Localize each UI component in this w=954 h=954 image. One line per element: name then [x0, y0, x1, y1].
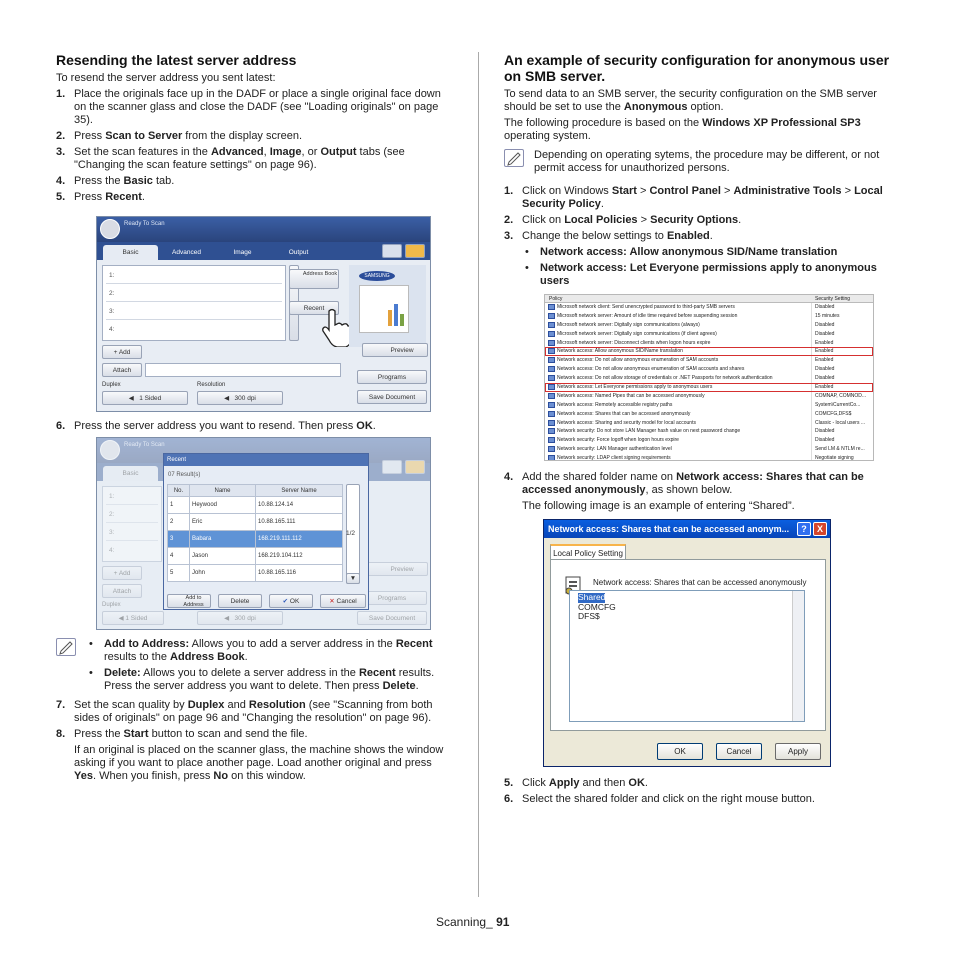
- duplex-label: Duplex: [102, 382, 121, 388]
- text: .: [372, 420, 376, 432]
- step-4-detail: The following image is an example of entering “Shared”.: [522, 500, 795, 512]
- bold-text: Recent: [395, 638, 433, 650]
- apply-button[interactable]: Apply: [775, 743, 821, 760]
- bold-text: Control Panel: [649, 185, 721, 197]
- policy-row[interactable]: [545, 392, 873, 401]
- bold-text: Local Security Policy: [522, 185, 883, 210]
- resolution-selector[interactable]: ◀ 300 dpi: [197, 391, 283, 405]
- policy-name: Microsoft network server: Amount of idle time required before suspending session: [557, 312, 738, 319]
- policy-setting: Disabled: [815, 304, 835, 310]
- scan-screen-recent: [96, 437, 431, 630]
- xp-properties-dialog: [543, 519, 831, 767]
- hand-pointer-icon: [319, 307, 353, 347]
- policy-icon: [548, 402, 555, 408]
- text: button to scan and send the file.: [148, 728, 308, 740]
- policy-row[interactable]: [545, 419, 873, 428]
- note-icon: [504, 149, 524, 167]
- bold-text: Windows XP Professional SP3: [702, 117, 861, 129]
- policy-icon: [548, 340, 555, 346]
- bullet-item: [522, 246, 898, 259]
- text: .: [709, 230, 713, 242]
- policy-name: Network access: Do not allow anonymous enumeration of SAM accounts and shares: [557, 366, 745, 373]
- text: operating system.: [504, 130, 591, 142]
- bold-text: Enabled: [666, 230, 710, 242]
- text: .: [244, 651, 248, 663]
- policy-name: Network access: Allow anonymous SID/Name translation: [557, 348, 683, 355]
- text: >: [637, 214, 651, 226]
- left-column: [56, 52, 452, 786]
- policy-icon: [548, 366, 555, 372]
- text: and: [224, 699, 249, 711]
- policy-name: Network access: Sharing and security model for local accounts: [557, 419, 696, 426]
- resolution-label: Resolution: [197, 382, 226, 388]
- policy-setting: Disabled: [815, 437, 835, 444]
- step-3: 3. Set the scan features in the Advanced, Image, or Output tabs (see "Changing the scan feature settings" on page 96).: [56, 146, 405, 171]
- policy-setting: Enabled: [815, 339, 834, 346]
- policy-name: Network access: Let Everyone permissions apply to anonymous users: [557, 384, 713, 391]
- bold-text: Apply: [548, 777, 580, 789]
- policy-setting: Negotiate signing: [815, 455, 854, 461]
- policy-setting: 15 minutes: [815, 312, 840, 319]
- policy-icon: [548, 393, 555, 399]
- step-3: 3. Change the below settings to Enabled.: [504, 230, 713, 242]
- settings-icon[interactable]: [382, 244, 402, 258]
- shares-textbox[interactable]: [569, 590, 805, 722]
- policy-icon: [548, 331, 555, 337]
- column-header: Server Name: [256, 485, 343, 497]
- table-cell: 10.88.165.111: [256, 514, 343, 531]
- policy-row[interactable]: [545, 356, 873, 365]
- bold-text: Address Book: [170, 651, 245, 663]
- step-4: 4. Press the Basic tab.: [56, 175, 175, 187]
- policy-icon: [548, 455, 555, 461]
- step-8-detail: [56, 744, 452, 783]
- dialog-title: Recent: [164, 454, 368, 466]
- bold-text: Delete: [382, 680, 416, 692]
- dialog-title: Network access: Shares that can be accessed anonym...: [544, 520, 830, 538]
- text: Press the: [74, 728, 124, 740]
- policy-icon: [548, 357, 555, 363]
- note-box: [56, 638, 452, 693]
- bold-text: Image: [269, 146, 302, 158]
- step-1: 1. Place the originals face up in the DADF or place a single original face down on the scanner glass and close the DADF (see "Loading originals" on page 35).: [56, 88, 441, 126]
- text: (see "Scanning from both sides of originals" on page 96 and "Changing the resolution" on page 96).: [74, 699, 433, 724]
- text: . When you finish, press: [92, 770, 214, 782]
- bold-text: Resolution: [248, 699, 306, 711]
- bullet-item: [86, 667, 452, 693]
- bullet-item: [86, 638, 452, 664]
- step-2: 2. Click on Local Policies > Security Options.: [504, 214, 742, 226]
- text: >: [841, 185, 855, 197]
- bold-text: Add to Address:: [104, 638, 190, 650]
- tab-output[interactable]: Output: [288, 249, 309, 256]
- text: Press: [74, 191, 106, 203]
- policy-setting: Send LM & NTLM re...: [815, 446, 865, 453]
- policy-setting: Disabled: [815, 375, 835, 382]
- policy-row[interactable]: [545, 303, 873, 312]
- policy-icon: [548, 384, 555, 390]
- address-book-button[interactable]: Address Book: [289, 269, 339, 289]
- policy-name: Network access: Do not allow anonymous enumeration of SAM accounts: [557, 357, 719, 364]
- steps-list: [504, 777, 898, 806]
- policy-row[interactable]: [545, 330, 873, 339]
- steps-list: [504, 185, 898, 243]
- address-row[interactable]: 4:: [109, 326, 115, 333]
- policy-row[interactable]: [545, 401, 873, 410]
- job-icon[interactable]: [405, 244, 425, 258]
- policy-row[interactable]: [545, 410, 873, 419]
- text: , as shown below.: [645, 484, 733, 496]
- steps-list: [56, 699, 452, 741]
- bold-text: Basic: [123, 175, 153, 187]
- step-2: 2. Press Scan to Server from the display screen.: [56, 130, 303, 142]
- text: Set the scan features in the: [74, 146, 211, 158]
- policy-name: Microsoft network server: Digitally sign communications (if client agrees): [557, 330, 717, 337]
- text: Set the scan quality by: [74, 699, 188, 711]
- attach-button[interactable]: Attach: [102, 363, 142, 377]
- policy-row[interactable]: [545, 312, 873, 321]
- text: Click on Windows: [522, 185, 612, 197]
- text: Click on: [522, 214, 565, 226]
- policy-icon: [548, 428, 555, 434]
- column-header: Name: [190, 485, 256, 497]
- policy-name: Microsoft network server: Digitally sign communications (always): [557, 321, 700, 328]
- policy-setting: System\CurrentCo...: [815, 401, 861, 408]
- text: .: [141, 191, 145, 203]
- bold-text: Output: [320, 146, 357, 158]
- save-document-button[interactable]: Save Document: [357, 390, 427, 404]
- policy-row[interactable]: [545, 383, 873, 392]
- share-value: DFS$: [578, 611, 600, 621]
- step-6: 6. Select the shared folder and click on the right mouse button.: [504, 793, 815, 805]
- policy-setting: Disabled: [815, 321, 835, 328]
- intro-text: To resend the server address you sent latest:: [56, 72, 276, 84]
- table-cell: 10.88.165.116: [256, 565, 343, 582]
- duplex-selector[interactable]: ◀ 1 Sided: [102, 391, 188, 405]
- table-row[interactable]: [168, 565, 343, 582]
- table-cell: 5: [168, 565, 190, 582]
- text: tab.: [152, 175, 175, 187]
- policy-name: Microsoft network client: Send unencrypted password to third-party SMB servers: [557, 304, 735, 310]
- policy-row[interactable]: [545, 436, 873, 445]
- bold-text: Local Policies: [564, 214, 638, 226]
- note-icon: [56, 638, 76, 656]
- table-cell: Heywood: [190, 497, 256, 514]
- policy-row[interactable]: [545, 365, 873, 374]
- step-1: 1. Click on Windows Start > Control Panel > Administrative Tools > Local Security Policy.: [504, 185, 883, 210]
- policy-row[interactable]: [545, 374, 873, 383]
- delete-button[interactable]: Delete: [218, 594, 262, 608]
- tab-image[interactable]: Image: [233, 249, 252, 256]
- bold-text: Advanced: [210, 146, 264, 158]
- recent-button[interactable]: Recent: [289, 301, 339, 315]
- note-box: [504, 149, 898, 175]
- policy-label: Network access: Shares that can be accessed anonymously: [593, 578, 807, 587]
- preview-thumbnail: [359, 285, 409, 333]
- smb-intro: [504, 88, 898, 114]
- table-cell: 1: [168, 497, 190, 514]
- text: .: [415, 680, 419, 692]
- text: Change the below settings to: [522, 230, 667, 242]
- table-row[interactable]: [168, 514, 343, 531]
- text: option.: [687, 101, 724, 113]
- policy-icon: [548, 375, 555, 381]
- policy-setting: Disabled: [815, 366, 835, 373]
- bold-text: Delete:: [104, 667, 141, 679]
- step-8: 8. Press the Start button to scan and send the file.: [56, 728, 308, 740]
- text: results. Press the server address you want to delete. Then press: [104, 667, 435, 692]
- text: on this window.: [228, 770, 306, 782]
- step-6: 6. Press the server address you want to resend. Then press OK.: [56, 420, 376, 432]
- bold-text: Scan to Server: [105, 130, 183, 142]
- section-heading-resend: Resending the latest server address: [56, 52, 297, 68]
- policy-icon: [548, 322, 555, 328]
- help-button[interactable]: ?: [797, 522, 811, 536]
- bold-text: Network access: Let Everyone permissions apply to anonymous users: [540, 262, 877, 287]
- bold-text: Administrative Tools: [733, 185, 842, 197]
- table-cell: Jason: [190, 548, 256, 565]
- policy-setting: Enabled: [815, 357, 834, 364]
- address-row[interactable]: 2:: [106, 285, 282, 302]
- step-4: 4. Add the shared folder name on Network access: Shares that can be accessed anonymously, as shown below.: [504, 471, 864, 496]
- bold-text: OK: [628, 777, 645, 789]
- close-button[interactable]: X: [813, 522, 827, 536]
- policy-row[interactable]: [545, 427, 873, 436]
- results-count: 07 Result(s): [168, 472, 201, 478]
- page-indicator: 1/2: [346, 530, 356, 537]
- text: If an original is placed on the scanner glass, the machine shows the window asking if you want to place another page. Load another original and press: [74, 744, 444, 769]
- policy-setting: Enabled: [815, 384, 834, 391]
- bold-text: No: [213, 770, 229, 782]
- bold-text: Anonymous: [623, 101, 688, 113]
- policy-icon: [548, 446, 555, 452]
- text: Press the: [74, 175, 124, 187]
- policy-icon: [548, 304, 555, 310]
- page-number: 91: [496, 915, 510, 929]
- text: ,: [263, 146, 270, 158]
- policy-row[interactable]: [545, 454, 873, 461]
- text: Press: [74, 130, 106, 142]
- section-heading-smb: An example of security configuration for anonymous user on SMB server.: [504, 52, 890, 84]
- policy-name: Network security: Force logoff when logon hours expire: [557, 437, 679, 444]
- table-cell: 168.219.104.112: [256, 548, 343, 565]
- bold-text: Start: [611, 185, 637, 197]
- brand-logo: SAMSUNG: [359, 271, 395, 281]
- bold-text: Recent: [358, 667, 396, 679]
- text: Allows you to delete a server address in the: [140, 667, 359, 679]
- policy-name: Network security: Do not store LAN Manager hash value on next password change: [557, 428, 741, 435]
- text: Click: [522, 777, 549, 789]
- tab-basic[interactable]: Basic: [103, 245, 158, 260]
- table-cell: 168.219.111.112: [256, 531, 343, 548]
- policy-row[interactable]: [545, 321, 873, 330]
- text: .: [600, 198, 604, 210]
- page-footer: [436, 915, 509, 929]
- table-cell: 3: [168, 531, 190, 548]
- preview-button[interactable]: Preview: [362, 343, 428, 357]
- policy-icon: [548, 437, 555, 443]
- programs-button[interactable]: Programs: [357, 370, 427, 384]
- table-cell: John: [190, 565, 256, 582]
- policy-name: Network security: LAN Manager authentication level: [557, 446, 672, 453]
- text: from the display screen.: [182, 130, 303, 142]
- scroll-down-button[interactable]: ▼: [346, 573, 360, 584]
- bold-text: Duplex: [187, 699, 225, 711]
- scan-screen-basic: [96, 216, 431, 412]
- policy-icon: [548, 348, 555, 354]
- table-cell: 4: [168, 548, 190, 565]
- text: Allows you to add a server address in the: [189, 638, 396, 650]
- step-7: 7. Set the scan quality by Duplex and Resolution (see "Scanning from both sides of originals" on page 96 and "Changing the resolution" on page 96).: [56, 699, 433, 724]
- os-note: [504, 117, 898, 143]
- policy-setting: COMNAP, COMNOD...: [815, 392, 867, 399]
- text: The following procedure is based on the: [504, 117, 703, 129]
- bullet-item: [522, 262, 898, 288]
- policy-column-header: Policy: [549, 296, 563, 302]
- table-cell: 2: [168, 514, 190, 531]
- policy-row[interactable]: [545, 339, 873, 348]
- security-policy-list: [544, 294, 874, 461]
- text: Add the shared folder name on: [522, 471, 677, 483]
- share-value: COMCFG: [578, 601, 616, 612]
- attach-field[interactable]: [145, 363, 341, 377]
- policy-icon: [548, 313, 555, 319]
- recent-table: [167, 484, 343, 582]
- settings-bullets: [504, 246, 898, 288]
- table-row[interactable]: [168, 548, 343, 565]
- home-icon[interactable]: [100, 219, 120, 239]
- bold-text: Network access: Allow anonymous SID/Name translation: [540, 246, 838, 258]
- screen-title: Ready To Scan: [124, 221, 165, 227]
- ok-button[interactable]: ✔ OK: [269, 594, 313, 608]
- policy-name: Network access: Shares that can be accessed anonymously: [557, 410, 691, 417]
- column-divider: [478, 52, 479, 897]
- text: Place the originals face up in the DADF or place a single original face down on the scanner glass and close the DADF (see "Loading originals" on page 35).: [74, 88, 441, 126]
- preview-area: [349, 265, 426, 347]
- bold-text: Network access: Shares that can be accessed anonymously: [522, 471, 864, 496]
- text: tabs (see "Changing the scan feature settings" on page 96).: [74, 146, 405, 171]
- setting-column-header: Security Setting: [815, 296, 851, 302]
- bold-text: Start: [123, 728, 149, 740]
- table-row[interactable]: [168, 497, 343, 514]
- steps-list: [56, 88, 452, 204]
- policy-icon: [548, 420, 555, 426]
- table-cell: Babara: [190, 531, 256, 548]
- policy-setting: Classic - local users ...: [815, 419, 866, 426]
- add-to-address-button[interactable]: Add to Address: [167, 594, 211, 608]
- text: To send data to an SMB server, the security configuration on the SMB server should be set to use the: [504, 88, 877, 113]
- policy-row[interactable]: [545, 445, 873, 454]
- table-cell: 10.88.124.14: [256, 497, 343, 514]
- tab-advanced[interactable]: Advanced: [172, 249, 201, 256]
- right-column: [504, 52, 898, 809]
- bold-text: Security Options: [650, 214, 739, 226]
- cancel-button[interactable]: ✕ Cancel: [320, 594, 366, 608]
- policy-setting: COMCFG,DFS$: [815, 410, 852, 417]
- text: Press the server address you want to resend. Then press: [74, 420, 357, 432]
- text: .: [738, 214, 742, 226]
- recent-dialog: [163, 453, 369, 610]
- section-name: Scanning_: [436, 915, 493, 929]
- textbox-scrollbar[interactable]: [792, 591, 804, 721]
- add-button[interactable]: + Add: [102, 345, 142, 359]
- text: Select the shared folder and click on the right mouse button.: [522, 793, 815, 805]
- bold-text: Yes: [74, 770, 93, 782]
- note-text: Depending on operating sytems, the procedure may be different, or not permit access for unauthorized persons.: [534, 149, 880, 174]
- policy-setting: Disabled: [815, 428, 835, 435]
- policy-name: Network access: Remotely accessible registry paths: [557, 401, 673, 408]
- text: .: [644, 777, 648, 789]
- text: >: [720, 185, 734, 197]
- address-row[interactable]: 3:: [106, 303, 282, 320]
- bold-text: OK: [356, 420, 373, 432]
- step-5: 5. Click Apply and then OK.: [504, 777, 648, 789]
- step-5: 5. Press Recent.: [56, 191, 145, 203]
- table-cell: Eric: [190, 514, 256, 531]
- column-header: No.: [168, 485, 190, 497]
- address-list: [102, 265, 286, 341]
- policy-name: Network access: Do not allow storage of credentials or .NET Passports for network authentication: [557, 375, 773, 382]
- policy-name: Microsoft network server: Disconnect clients when logon hours expire: [557, 339, 711, 346]
- policy-row[interactable]: [545, 347, 873, 356]
- text: results to the: [104, 651, 171, 663]
- policy-setting: Disabled: [815, 330, 835, 337]
- text: and then: [579, 777, 629, 789]
- address-row[interactable]: 1:: [106, 267, 282, 284]
- policy-icon: [548, 411, 555, 417]
- bold-text: Recent: [105, 191, 142, 203]
- text: , or: [301, 146, 321, 158]
- share-value: Shared: [578, 592, 606, 602]
- policy-name: Network access: Named Pipes that can be accessed anonymously: [557, 392, 705, 399]
- tab-panel: [550, 559, 826, 731]
- policy-name: Network security: LDAP client signing requirements: [557, 455, 671, 461]
- ok-button[interactable]: OK: [657, 743, 703, 760]
- tab-local-policy-setting[interactable]: Local Policy Setting: [550, 544, 626, 560]
- text: >: [636, 185, 650, 197]
- table-row[interactable]: [168, 531, 343, 548]
- cancel-button[interactable]: Cancel: [716, 743, 762, 760]
- policy-setting: Enabled: [815, 348, 834, 355]
